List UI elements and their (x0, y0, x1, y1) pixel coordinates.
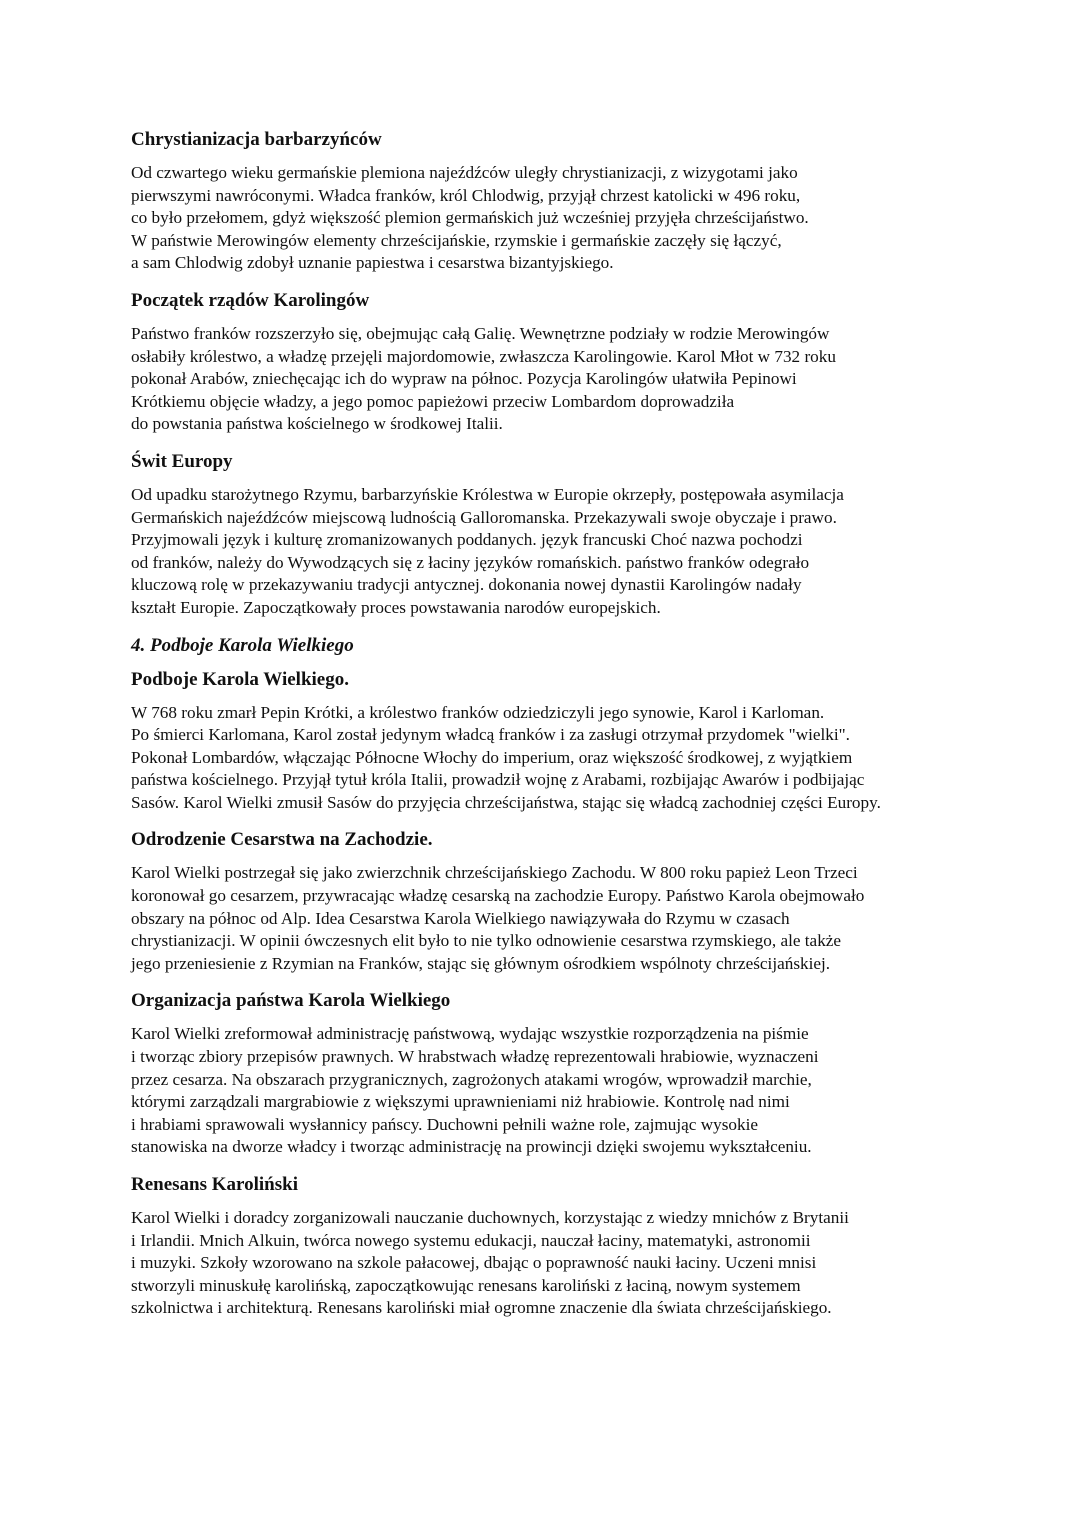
text-line: kształt Europie. Zapoczątkowały proces powstawania narodów europejskich. (131, 597, 661, 617)
section-title: Chrystianizacja barbarzyńców (131, 129, 382, 150)
text-line: którymi zarządzali margrabiowie z większymi uprawnieniami niż hrabiowie. Kontrolę nad nimi (131, 1092, 790, 1112)
text-line: Przyjmowali język i kulturę zromanizowanych poddanych. język francuski Choć nazwa pochodzi (131, 530, 803, 550)
section-organizacja-panstwa (131, 989, 1011, 1159)
section-swit-europy (131, 450, 1011, 620)
text-line: W państwie Merowingów elementy chrześcijańskie, rzymskie i germańskie zaczęły się łączyć, (131, 230, 782, 250)
section-title: Renesans Karoliński (131, 1174, 298, 1195)
text-line: od franków, należy do Wywodzących się z łaciny języków romańskich. państwo franków odegrało (131, 552, 810, 572)
text-line: Państwo franków rozszerzyło się, obejmując całą Galię. Wewnętrzne podziały w rodzie Merowingów (131, 323, 830, 343)
text-line: przez cesarza. Na obszarach przygranicznych, zagrożonych atakami wrogów, wprowadził marchie, (131, 1069, 812, 1089)
section-odrodzenie-cesarstwa (131, 828, 1011, 975)
paragraph (131, 1023, 1011, 1159)
section-title: Świt Europy (131, 450, 233, 472)
text-line: Od upadku starożytnego Rzymu, barbarzyńskie Królestwa w Europie okrzepły, postępowała asymilacja (131, 484, 844, 504)
text-line: i Irlandii. Mnich Alkuin, twórca nowego systemu edukacji, nauczał łaciny, matematyki, astronomii (131, 1230, 811, 1250)
paragraph (131, 702, 1011, 815)
text-line: koronował go cesarzem, przywracając władzę cesarską na zachodzie Europy. Państwo Karola obejmowało (131, 886, 865, 906)
text-line: pokonał Arabów, zniechęcając ich do wypraw na północ. Pozycja Karolingów ułatwiła Pepinowi (131, 369, 797, 389)
document-page (131, 128, 1011, 1334)
text-line: do powstania państwa kościelnego w środkowej Italii. (131, 414, 503, 434)
section-podboje (131, 668, 1011, 815)
text-line: Karol Wielki zreformował administrację państwową, wydając wszystkie rozporządzenia na piśmie (131, 1024, 809, 1044)
section-karolingowie (131, 289, 1011, 436)
text-line: Karol Wielki postrzegał się jako zwierzchnik chrześcijańskiego Zachodu. W 800 roku papież Leon Trzeci (131, 863, 858, 883)
text-line: jego przeniesienie z Rzymian na Franków, stając się głównym ośrodkiem wspólnoty chrześcijańskiej. (131, 953, 831, 973)
text-line: stanowiska na dworze władcy i tworząc administrację na prowincji dzięki swojemu wykształceniu. (131, 1137, 812, 1157)
text-line: Sasów. Karol Wielki zmusił Sasów do przyjęcia chrześcijaństwa, stając się władcą zachodniej części Europy. (131, 792, 881, 812)
text-line: osłabiły królestwo, a władzę przejęli majordomowie, zwłaszcza Karolingowie. Karol Młot w 732 roku (131, 346, 836, 366)
paragraph (131, 1207, 1011, 1320)
text-line: Po śmierci Karlomana, Karol został jedynym władcą franków i za zasługi otrzymał przydomek "wielki". (131, 725, 850, 745)
text-line: i muzyki. Szkoły wzorowano na szkole pałacowej, dbając o poprawność nauki łaciny. Uczeni mnisi (131, 1253, 817, 1273)
text-line: chrystianizacji. W opinii ówczesnych elit było to nie tylko odnowienie cesarstwa rzymskiego, ale także (131, 931, 842, 951)
text-line: stworzyli minuskułę karolińską, zapoczątkowując renesans karoliński z łaciną, nowym systemem (131, 1275, 801, 1295)
paragraph (131, 484, 1011, 620)
section-title: Odrodzenie Cesarstwa na Zachodzie. (131, 829, 433, 851)
section-title: Podboje Karola Wielkiego. (131, 668, 349, 690)
text-line: co było przełomem, gdyż większość plemion germańskich już wcześniej przyjęła chrześcijaństwo. (131, 208, 809, 228)
chapter-title: 4. Podboje Karola Wielkiego (131, 634, 354, 656)
text-line: szkolnictwa i architekturą. Renesans karoliński miał ogromne znaczenie dla świata chrześcijańskiego. (131, 1298, 832, 1318)
section-title: Początek rządów Karolingów (131, 289, 370, 311)
paragraph (131, 862, 1011, 975)
text-line: Germańskich najeźdźców miejscową ludnością Galloromanska. Przekazywali swoje obyczaje i prawo. (131, 507, 837, 527)
text-line: pierwszymi nawróconymi. Władca franków, król Chlodwig, przyjął chrzest katolicki w 496 roku, (131, 185, 801, 205)
section-renesans-karolinski (131, 1173, 1011, 1320)
paragraph (131, 323, 1011, 436)
text-line: i tworząc zbiory przepisów prawnych. W hrabstwach władzę reprezentowali hrabiowie, wyznaczeni (131, 1047, 819, 1067)
section-chrystianizacja (131, 128, 1011, 275)
text-line: państwa kościelnego. Przyjął tytuł króla Italii, prowadził wojnę z Arabami, rozbijając Awarów i podbijając (131, 770, 865, 790)
text-line: Od czwartego wieku germańskie plemiona najeźdźców uległy chrystianizacji, z wizygotami jako (131, 163, 798, 182)
text-line: Krótkiemu objęcie władzy, a jego pomoc papieżowi przeciw Lombardom doprowadziła (131, 391, 735, 411)
text-line: i hrabiami sprawowali wysłannicy pańscy. Duchowni pełnili ważne role, zajmując wysokie (131, 1114, 758, 1134)
section-title: Organizacja państwa Karola Wielkiego (131, 990, 451, 1012)
text-line: a sam Chlodwig zdobył uznanie papiestwa i cesarstwa bizantyjskiego. (131, 253, 614, 273)
paragraph (131, 162, 1011, 275)
text-line: W 768 roku zmarł Pepin Krótki, a królestwo franków odziedziczyli jego synowie, Karol i Karloman. (131, 702, 825, 722)
text-line: Pokonał Lombardów, włączając Północne Włochy do imperium, oraz większość środkowej, z wyjątkiem (131, 747, 853, 767)
text-line: kluczową rolę w przekazywaniu tradycji antycznej. dokonania nowej dynastii Karolingów nadały (131, 575, 802, 595)
text-line: Karol Wielki i doradcy zorganizowali nauczanie duchownych, korzystając z wiedzy mnichów z Brytanii (131, 1208, 849, 1227)
text-line: obszary na północ od Alp. Idea Cesarstwa Karola Wielkiego nawiązywała do Rzymu w czasach (131, 908, 790, 928)
